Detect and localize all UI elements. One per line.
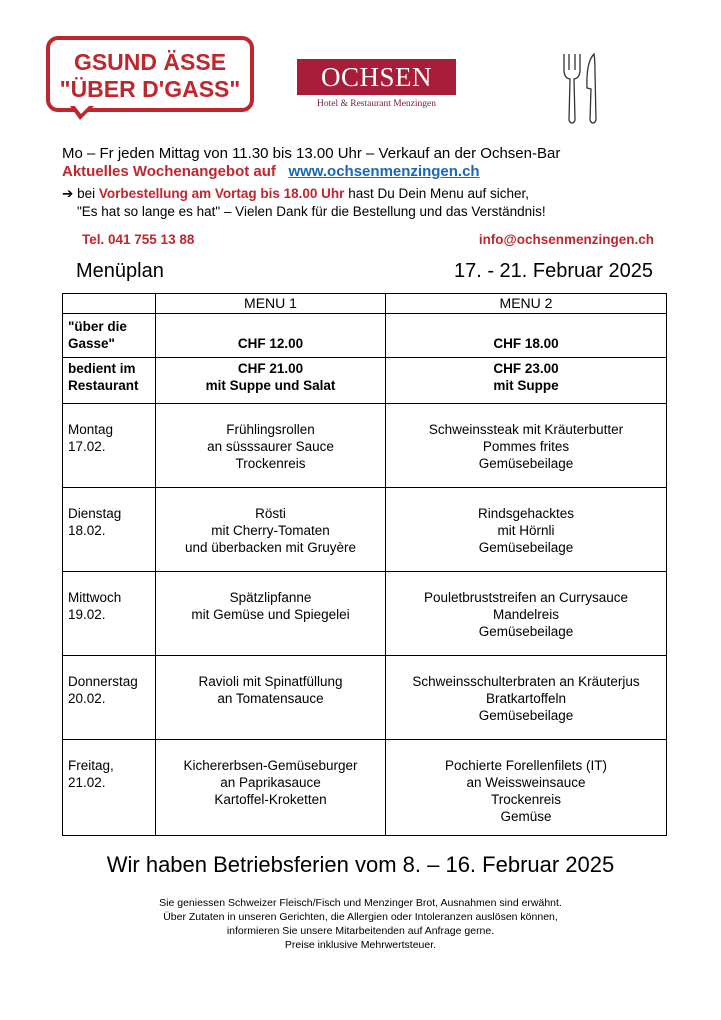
phone-number[interactable]: Tel. 041 755 13 88 [82,232,195,247]
cell-line: Frühlingsrollen [226,422,315,437]
cell-line: 20.02. [68,691,106,706]
cell-line: mit Suppe und Salat [205,378,336,393]
day-row [63,740,667,836]
cell-line: 17.02. [68,439,106,454]
cell-line: Gemüsebeilage [478,540,574,555]
cell-line: 18.02. [68,523,106,538]
cell-line: an Weissweinsauce [466,775,586,790]
header-blank [63,294,156,314]
cell-line: Pouletbruststreifen an Currysauce [423,590,629,605]
cell-line: Schweinssteak mit Kräuterbutter [428,422,624,437]
cell-line: bedient im [68,361,136,376]
menu-table [62,293,667,836]
weekly-offer-line [62,163,480,180]
cell-line: Restaurant [68,378,139,393]
cell-line: und überbacken mit Gruyère [184,540,357,555]
opening-hours: Mo – Fr jeden Mittag von 11.30 bis 13.00 Uhr – Verkauf an der Ochsen-Bar [62,145,561,162]
footer-line: Sie geniessen Schweizer Fleisch/Fisch und Menzinger Brot, Ausnahmen sind erwähnt. [159,897,562,909]
preorder-highlight: Vorbestellung am Vortag bis 18.00 Uhr [98,186,345,201]
price-label [63,358,156,404]
price-menu2 [386,314,667,358]
cell-line: Rindsgehacktes [477,506,575,521]
cell-line: Kartoffel-Kroketten [214,792,327,807]
badge-line2: "ÜBER D'GASS" [59,76,241,102]
cell-line: Donnerstag [68,674,138,689]
menu1-dish [156,740,386,836]
cell-line: Montag [68,422,114,437]
footer-line: Über Zutaten in unseren Gerichten, die Allergien oder Intoleranzen auslösen können, [163,911,558,923]
cell-line: mit Hörnli [497,523,555,538]
price-row [63,358,667,404]
badge-text [46,49,254,103]
menu1-dish [156,488,386,572]
header-menu1: MENU 1 [156,294,386,314]
day-row [63,488,667,572]
menu1-dish [156,656,386,740]
ochsen-logo: OCHSEN [297,59,456,95]
weekly-offer-label: Aktuelles Wochenangebot auf [62,163,276,180]
cell-line: Ravioli mit Spinatfüllung [198,674,343,689]
day-row [63,404,667,488]
week-range: 17. - 21. Februar 2025 [453,260,653,282]
cell-line: an Tomatensauce [217,691,324,706]
cell-line: 19.02. [68,607,106,622]
menu2-dish [386,572,667,656]
cell-line: Gemüse [500,809,552,824]
cell-line: Kichererbsen-Gemüseburger [183,758,358,773]
cell-line: mit Suppe [493,378,559,393]
cell-line: mit Gemüse und Spiegelei [191,607,350,622]
price-menu2 [386,358,667,404]
cell-line: Mandelreis [492,607,560,622]
footer-line: informieren Sie unsere Mitarbeitenden auf Anfrage gerne. [226,925,495,937]
cell-line: 21.02. [68,775,106,790]
menu2-dish [386,656,667,740]
cell-line: "über die [68,319,127,334]
cell-line: Gemüsebeilage [478,624,574,639]
menu2-dish [386,740,667,836]
cell-line: Pommes frites [482,439,570,454]
menu1-dish [156,404,386,488]
arrow-icon: ➔ [62,186,74,201]
cell-line: Dienstag [68,506,122,521]
cell-line: Freitag, [68,758,114,773]
cell-line: CHF 18.00 [493,336,559,351]
menu1-dish [156,572,386,656]
cutlery-icon [558,52,606,124]
footer-notes [0,896,721,952]
cell-line: CHF 23.00 [493,361,559,376]
cell-line: Bratkartoffeln [485,691,567,706]
day-label [63,740,156,836]
website-link[interactable]: www.ochsenmenzingen.ch [288,163,480,180]
cell-line: mit Cherry-Tomaten [211,523,330,538]
holiday-notice: Wir haben Betriebsferien vom 8. – 16. Februar 2025 [106,852,615,877]
price-label [63,314,156,358]
footer-line: Preise inklusive Mehrwertsteuer. [284,939,437,951]
preorder-line: ➔ bei Vorbestellung am Vortag bis 18.00 Uhr hast Du Dein Menu auf sicher, [62,186,530,201]
price-menu1 [156,358,386,404]
menu-plan-title: Menüplan [76,260,164,282]
thanks-line: "Es hat so lange es hat" – Vielen Dank für die Bestellung und das Verständnis! [77,204,546,219]
cell-line: Spätzlipfanne [229,590,312,605]
cell-line: an Paprikasauce [220,775,321,790]
cell-line: Rösti [255,506,286,521]
cell-line: CHF 12.00 [237,336,304,351]
day-label [63,404,156,488]
cell-line: an süsssaurer Sauce [207,439,334,454]
header-menu2: MENU 2 [386,294,667,314]
menu2-dish [386,404,667,488]
ochsen-logo-subtitle: Hotel & Restaurant Menzingen [317,99,436,109]
cell-line: Trockenreis [235,456,306,471]
cell-line: Gemüsebeilage [478,708,574,723]
cell-line: Gasse" [68,336,115,351]
menu2-dish [386,488,667,572]
email-address[interactable]: info@ochsenmenzingen.ch [478,232,654,247]
day-label [63,656,156,740]
price-row [63,314,667,358]
cell-line: Schweinsschulterbraten an Kräuterjus [412,674,640,689]
cell-line: Mittwoch [68,590,122,605]
table-header-row [63,294,667,314]
day-label [63,572,156,656]
price-menu1 [156,314,386,358]
day-row [63,656,667,740]
day-label [63,488,156,572]
cell-line: CHF 21.00 [237,361,304,376]
cell-line: Pochierte Forellenfilets (IT) [444,758,608,773]
badge-line1: GSUND ÄSSE [73,49,227,75]
day-row [63,572,667,656]
cell-line: Trockenreis [490,792,562,807]
cell-line: Gemüsebeilage [478,456,574,471]
